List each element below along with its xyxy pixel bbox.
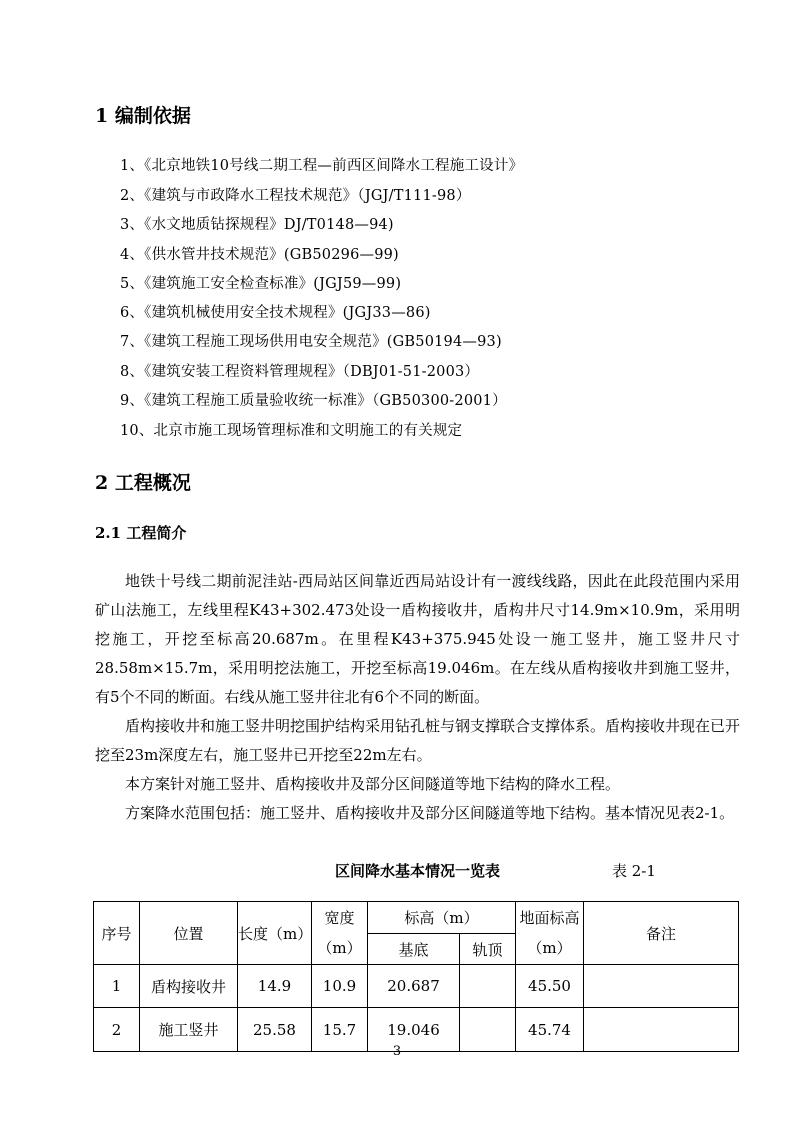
paragraph: 方案降水范围包括：施工竖井、盾构接收井及部分区间隧道等地下结构。基本情况见表2-1。 [125,804,735,822]
section-2-title: 2 工程概况 [95,472,191,494]
header-remark: 备注 [584,902,739,965]
table-caption: 区间降水基本情况一览表 [335,862,501,880]
dewatering-table [93,901,739,1052]
cell-no: 2 [94,1008,140,1052]
cell-width: 15.7 [312,1008,368,1052]
header-elevation-base: 基底 [368,934,460,965]
cell-position: 盾构接收井 [140,965,238,1008]
cell-no: 1 [94,965,140,1008]
table-header-row [94,902,739,934]
header-ground-elevation [516,902,584,965]
cell-length: 14.9 [238,965,312,1008]
reference-item: 8、《建筑安装工程资料管理规程》（DBJ01-51-2003） [120,364,480,380]
reference-item: 7、《建筑工程施工现场供用电安全规范》(GB50194—93) [120,334,502,350]
header-width-label: 宽度 [324,909,355,927]
cell-width: 10.9 [312,965,368,1008]
reference-item: 10、北京市施工现场管理标准和文明施工的有关规定 [120,423,463,439]
reference-item: 6、《建筑机械使用安全技术规程》(JGJ33—86) [120,305,431,321]
header-width-unit: （m） [317,939,362,957]
cell-length: 25.58 [238,1008,312,1052]
reference-item: 3、《水文地质钻探规程》DJ/T0148—94) [120,217,394,233]
table-number: 表 2-1 [612,862,656,880]
section-1-title: 1 编制依据 [95,105,191,127]
header-elevation: 标高（m） [368,902,516,934]
header-elevation-rail: 轨顶 [460,934,516,965]
paragraph: 地铁十号线二期前泥洼站-西局站区间靠近西局站设计有一渡线线路，因此在此段范围内采用矿山法施工，左线里程K43+302.473处设一盾构接收井，盾构井尺寸14.9m×10.9m，采用明挖施工，开挖至标高20.687m。在里程K43+375.945处设一施工竖井，施工竖井尺寸28.58m×15.7m，采用明挖法施工，开挖至标高19.046m。在左线从盾构接收井到施工竖井，有5个不同的断面。右线从施工竖井往北有6个不同的断面。 [95,572,740,706]
reference-item: 2、《建筑与市政降水工程技术规范》（JGJ/T111-98） [120,188,471,204]
paragraph: 盾构接收井和施工竖井明挖围护结构采用钻孔桩与钢支撑联合支撑体系。盾构接收井现在已开挖至23m深度左右，施工竖井已开挖至22m左右。 [95,717,741,764]
cell-remark [584,965,739,1008]
header-length: 长度（m） [238,902,312,965]
table-row [94,965,739,1008]
reference-item: 5、《建筑施工安全检查标准》(JGJ59—99) [120,276,402,292]
header-position: 位置 [140,902,238,965]
paragraph: 本方案针对施工竖井、盾构接收井及部分区间隧道等地下结构的降水工程。 [125,775,621,793]
cell-base: 19.046 [368,1008,460,1052]
reference-item: 4、《供水管井技术规范》(GB50296—99) [120,247,399,263]
cell-ground: 45.74 [516,1008,584,1052]
page-number: 3 [392,1044,402,1059]
cell-position: 施工竖井 [140,1008,238,1052]
header-no: 序号 [94,902,140,965]
header-width [312,902,368,965]
header-ground-unit: （m） [527,939,572,957]
cell-ground: 45.50 [516,965,584,1008]
reference-item: 1、《北京地铁10号线二期工程—前西区间降水工程施工设计》 [120,158,524,174]
subsection-title: 2.1 工程简介 [95,524,187,542]
reference-item: 9、《建筑工程施工质量验收统一标准》（GB50300-2001） [120,393,507,409]
cell-rail [460,965,516,1008]
cell-base: 20.687 [368,965,460,1008]
header-ground-label: 地面标高 [519,909,580,927]
